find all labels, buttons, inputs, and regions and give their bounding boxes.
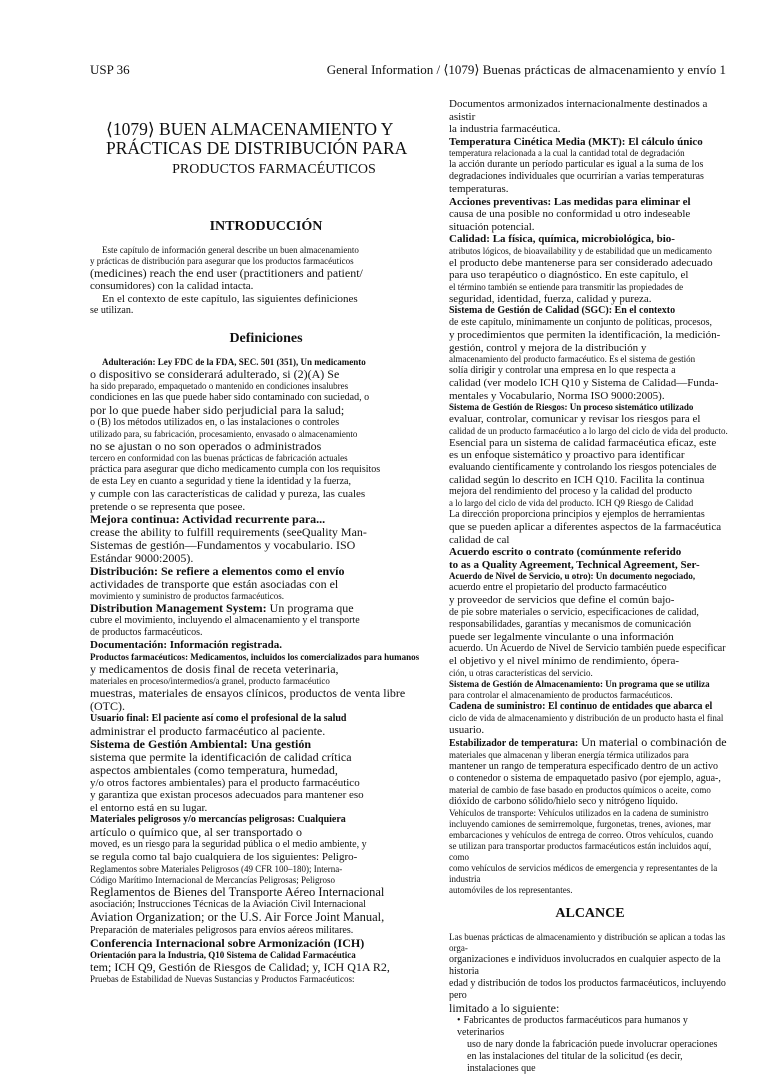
- text-line: Estándar 9000:2005).: [90, 551, 194, 565]
- chapter-title-line-2: PRÁCTICAS DE DISTRIBUCIÓN PARA: [106, 138, 408, 158]
- text-line: materiales en proceso/intermedios/a granel, producto farmacéutico: [90, 675, 330, 686]
- text-line: materiales que almacenan y liberan energía térmica utilizados para: [449, 750, 689, 760]
- text-line: calidad de un producto farmacéutico a lo largo del ciclo de vida del producto.: [449, 425, 728, 436]
- text-line: gestión, control y mejora de la distribución y: [449, 341, 647, 354]
- text-line: temperaturas.: [449, 183, 509, 195]
- text-line: calidad de cal: [449, 533, 510, 546]
- text-line: en las instalaciones del titular de la solicitud (es decir, instalaciones que: [467, 1051, 683, 1074]
- def-sgalm-term: Sistema de Gestión de Almacenamiento: Un programa que se utiliza: [449, 678, 710, 689]
- text-line: la acción durante un período particular es igual a la suma de los: [449, 159, 704, 170]
- text-line: calidad (ver modelo ICH Q10 y Sistema de Calidad—Funda-: [449, 377, 719, 389]
- text-line: evaluar, controlar, comunicar y revisar los riesgos para el: [449, 413, 701, 425]
- text-line: tercero en conformidad con las buenas prácticas de fabricación actuales: [90, 453, 348, 463]
- bullet-item: [449, 1015, 731, 1039]
- def-term: [90, 713, 442, 725]
- text-line: como vehículos de servicios médicos de emergencia y representantes de la industria: [449, 863, 718, 884]
- text-line: embarcaciones y vehículos de entrega de correo. Otros vehículos, cuando: [449, 830, 714, 840]
- text-line: En el contexto de este capítulo, las siguientes definiciones: [102, 292, 358, 305]
- text-line: temperatura relacionada a la cual la cantidad total de degradación: [449, 148, 685, 158]
- text-line: el objetivo y el nivel mínimo de rendimiento, ópera-: [449, 655, 680, 667]
- text-line: por lo que puede haber sido perjudicial para la salud;: [90, 403, 345, 417]
- text-line: mejora del rendimiento del proceso y la calidad del producto: [449, 486, 692, 497]
- def-cadena-term: Cadena de suministro: El continuo de entidades que abarca el: [449, 700, 713, 712]
- def-dms-term: Distribution Management System:: [90, 601, 267, 615]
- text-line: (medicines) reach the end user (practitioners and patient/: [90, 266, 363, 280]
- chapter-title: [106, 120, 442, 179]
- def-mkt-term: Temperatura Cinética Media (MKT): El cálculo único: [449, 135, 703, 148]
- text-line: Las buenas prácticas de almacenamiento y distribución se aplican a todas las orga-: [449, 932, 726, 953]
- text-line: uso de nary donde la fabricación puede involucrar operaciones: [467, 1039, 718, 1050]
- text-line: situación potencial.: [449, 220, 535, 233]
- def-term: [90, 937, 442, 950]
- text-line: mentales y Vocabulario, Norma ISO 9000:2005).: [449, 389, 665, 402]
- text-line: pretende o se representa que posee.: [90, 500, 246, 513]
- text-line: Vehículos de transporte: Vehículos utilizados en la cadena de suministro: [449, 808, 709, 818]
- def-term: [449, 546, 731, 559]
- text-line: acuerdo. Un Acuerdo de Nivel de Servicio también puede especificar: [449, 643, 726, 654]
- text-line: que se pueden aplicar a diferentes aspectos de la farmacéutica: [449, 521, 722, 533]
- def-term: [449, 679, 731, 690]
- def-sga-term: Sistema de Gestión Ambiental: Una gestión: [90, 736, 312, 751]
- text-line: Código Marítimo Internacional de Mercancías Peligrosas; Peligroso: [90, 874, 335, 885]
- def-distribucion-term: Distribución: Se refiere a elementos como el envío: [90, 564, 345, 578]
- def-documentacion-term: Documentación: Información registrada.: [90, 639, 282, 651]
- text-line: para controlar el almacenamiento de productos farmacéuticos.: [449, 689, 673, 700]
- def-mejora-term: Mejora continua: Actividad recurrente para...: [90, 512, 326, 526]
- text-line: y procedimientos que permiten la identificación, la medición-: [449, 329, 721, 341]
- text-span: Un programa que: [266, 601, 354, 615]
- text-line: la industria farmacéutica.: [449, 123, 561, 135]
- text-line: responsabilidades, garantías y mecanismos de comunicación: [449, 618, 692, 630]
- text-line: almacenamiento del producto farmacéutico. Es el sistema de gestión: [449, 354, 696, 364]
- text-line: usuario.: [449, 723, 485, 736]
- def-term: [449, 233, 731, 246]
- text-line: o (B) los métodos utilizados en, o las instalaciones o controles: [90, 417, 340, 428]
- text-line: o contenedor o sistema de empaquetado pasivo (por ejemplo, agua-,: [449, 773, 721, 784]
- def-acuerdo-term-3: Acuerdo de Nivel de Servicio, u otro): Un documento negociado,: [449, 571, 696, 581]
- text-line: de esta Ley en cuanto a seguridad y tiene la identidad y la fuerza,: [90, 476, 351, 487]
- text-line: Reglamentos sobre Materiales Peligrosos (49 CFR 100–180); Interna-: [90, 863, 343, 874]
- def-calidad-term: Calidad: La física, química, microbiológica, bio-: [449, 233, 675, 245]
- text-line: y cumple con las características de calidad y pureza, las cuales: [90, 488, 366, 500]
- chapter-title-line-1: ⟨1079⟩ BUEN ALMACENAMIENTO Y: [106, 119, 394, 139]
- text-line: movimiento y suministro de productos farmacéuticos.: [90, 591, 284, 601]
- def-sgr-term: Sistema de Gestión de Riesgos: Un proceso sistemático utilizado: [449, 402, 694, 412]
- text-line: y prácticas de distribución para asegurar que los productos farmacéuticos: [90, 256, 354, 266]
- chapter-title-line-3: PRODUCTOS FARMACÉUTICOS: [172, 162, 376, 177]
- def-term: [90, 652, 442, 663]
- def-term: [90, 602, 442, 615]
- left-column: [90, 98, 442, 985]
- text-line: seguridad, identidad, fuerza, calidad y pureza.: [449, 292, 652, 305]
- def-acuerdo-term-2: to as a Quality Agreement, Technical Agreement, Ser-: [449, 558, 700, 571]
- text-line: actividades de transporte que están asociadas con el: [90, 577, 339, 591]
- text-line: atributos lógicos, de bioavailability y de estabilidad que un medicamento: [449, 245, 712, 256]
- def-acuerdo-term: Acuerdo escrito o contrato (comúnmente referido: [449, 546, 682, 558]
- text-line: causa de una posible no conformidad u otro indeseable: [449, 208, 691, 220]
- running-header-right: General Information / ⟨1079⟩ Buenas prácticas de almacenamiento y envío 1: [326, 62, 726, 77]
- def-productos-term: Productos farmacéuticos: Medicamentos, incluidos los comercializados para humanos: [90, 651, 420, 662]
- def-term: [90, 738, 442, 751]
- introduccion-heading: INTRODUCCIÓN: [209, 219, 323, 234]
- text-line: Aviation Organization; or the U.S. Air Force Joint Manual,: [90, 910, 385, 924]
- text-line: el producto debe mantenerse para ser considerado adecuado: [449, 256, 713, 269]
- text-line: material de cambio de fase basado en productos químicos o aceite, como: [449, 785, 711, 795]
- text-line: incluyendo camiones de semirremolque, furgonetas, trenes, aviones, mar: [449, 819, 712, 829]
- text-line: Documentos armonizados internacionalmente destinados a asistir: [449, 98, 708, 123]
- text-line: aspectos ambientales (como temperatura, humedad,: [90, 762, 338, 777]
- text-line: ciclo de vida de almacenamiento y distribución de un producto hasta el final: [449, 712, 724, 723]
- def-term: [449, 136, 731, 149]
- text-line: puede ser legalmente vinculante o una información: [449, 630, 674, 643]
- def-sgc-term: Sistema de Gestión de Calidad (SGC): En el contexto: [449, 305, 676, 316]
- def-ich-term: Conferencia Internacional sobre Armonización (ICH): [90, 935, 365, 950]
- right-column: [449, 98, 731, 1075]
- text-line: se regula como tal bajo cualquiera de los siguientes: Peligro-: [90, 851, 358, 863]
- def-term: [449, 559, 731, 572]
- text-line: Pruebas de Estabilidad de Nuevas Sustancias y Productos Farmacéuticos:: [90, 973, 355, 984]
- def-term: [449, 402, 731, 413]
- text-line: cubre el movimiento, incluyendo el almacenamiento y el transporte: [90, 615, 360, 626]
- def-ich-term-2: Orientación para la Industria, Q10 Sistema de Calidad Farmacéutica: [90, 949, 356, 960]
- text-line: y garantiza que existan procesos adecuados para mantener eso: [90, 789, 364, 801]
- text-line: muestras, materiales de ensayos clínicos, productos de venta libre: [90, 685, 406, 700]
- text-line: administrar el producto farmacéutico al paciente.: [90, 723, 326, 738]
- def-acciones-term: Acciones preventivas: Las medidas para eliminar el: [449, 195, 691, 208]
- text-line: calidad según lo descrito en ICH Q10. Facilita la continua: [449, 473, 705, 486]
- def-term: [449, 196, 731, 209]
- text-line: condiciones en las que puede haber sido contaminado con suciedad, o: [90, 392, 370, 403]
- def-term: [449, 571, 731, 582]
- text-line: Esencial para un sistema de calidad farmacéutica eficaz, este: [449, 436, 717, 449]
- text-line: moved, es un riesgo para la seguridad pública o el medio ambiente, y: [90, 839, 367, 850]
- text-line: y proveedor de servicios que define el común bajo-: [449, 594, 675, 606]
- text-line: y medicamentos de dosis final de receta veterinaria,: [90, 661, 339, 676]
- text-line: solía dirigir y controlar una empresa en lo que respecta a: [449, 365, 676, 376]
- text-line: crease the ability to fulfill requirements (seeQuality Man-: [90, 525, 367, 539]
- def-term: [90, 950, 442, 961]
- text-line: de productos farmacéuticos.: [90, 627, 203, 638]
- text-span: Un material o combinación de: [578, 735, 727, 749]
- bullet-text: Fabricantes de productos farmacéuticos para humanos y veterinarios: [457, 1015, 688, 1038]
- text-line: o dispositivo se considerará adulterado, si (2)(A) Se: [90, 367, 340, 381]
- text-line: se utilizan.: [90, 305, 134, 316]
- text-line: Preparación de materiales peligrosos para envíos aéreos militares.: [90, 924, 354, 936]
- def-term: [90, 639, 442, 652]
- bullet-marker: •: [457, 1015, 461, 1026]
- running-header-left: USP 36: [90, 62, 130, 77]
- text-line: mantener un rango de temperatura especificado dentro de un activo: [449, 761, 719, 772]
- text-line: Reglamentos de Bienes del Transporte Aéreo Internacional: [90, 884, 385, 899]
- text-line: limitado a lo siguiente:: [449, 1001, 560, 1015]
- text-line: artículo o químico que, al ser transportado o: [90, 825, 302, 839]
- text-line: el entorno está en su lugar.: [90, 801, 208, 814]
- text-line: consumidores) con la calidad intacta.: [90, 280, 254, 292]
- def-term: [449, 305, 731, 317]
- definiciones-heading: Definiciones: [229, 331, 303, 346]
- text-line: de pie sobre materiales o servicio, especificaciones de calidad,: [449, 606, 699, 618]
- text-line: Sistemas de gestión—Fundamentos y vocabulario. ISO: [90, 538, 356, 552]
- text-line: y/o otros factores ambientales) para el producto farmacéutico: [90, 776, 360, 789]
- text-line: dióxido de carbono sólido/hielo seco y nitrógeno líquido.: [449, 796, 678, 807]
- text-line: Este capítulo de información general describe un buen almacenamiento: [102, 245, 359, 255]
- text-line: es un enfoque sistemático y proactivo para identificar: [449, 449, 685, 461]
- text-line: tem; ICH Q9, Gestión de Riesgos de Calidad; y, ICH Q1A R2,: [90, 959, 390, 974]
- alcance-heading: ALCANCE: [555, 906, 625, 921]
- text-line: (OTC).: [90, 698, 125, 713]
- text-line: el término también se entiende para transmitir las propiedades de: [449, 281, 684, 292]
- text-line: La dirección proporciona principios y ejemplos de herramientas: [449, 509, 705, 520]
- def-term: [449, 736, 731, 750]
- def-materiales-term: Materiales peligrosos y/o mercancías peligrosas: Cualquiera: [90, 814, 346, 825]
- text-line: organizaciones e individuos involucrados en cualquier aspecto de la historia: [449, 954, 721, 977]
- text-line: para uso terapéutico o diagnóstico. En este capítulo, el: [449, 269, 689, 281]
- text-line: sistema que permite la identificación de calidad crítica: [90, 749, 352, 764]
- text-line: evaluando científicamente y controlando los riesgos potenciales de: [449, 461, 717, 473]
- text-line: a lo largo del ciclo de vida del producto. ICH Q9 Riesgo de Calidad: [449, 498, 694, 508]
- def-adulteracion-term: Adulteración: Ley FDC de la FDA, SEC. 501 (351), Un medicamento: [102, 357, 366, 367]
- text-line: práctica para asegurar que dicho medicamento cumpla con los requisitos: [90, 464, 381, 475]
- text-line: ción, u otras características del servicio.: [449, 667, 593, 678]
- text-line: se utilizan para transportar productos farmacéuticos están incluidos aquí, como: [449, 841, 712, 862]
- text-line: ha sido preparado, empaquetado o mantenido en condiciones insalubres: [90, 381, 349, 391]
- text-line: no se ajustan o no son operados o administrados: [90, 439, 322, 453]
- text-line: acuerdo entre el propietario del producto farmacéutico: [449, 582, 667, 593]
- text-line: de este capítulo, mínimamente un conjunto de políticas, procesos,: [449, 317, 712, 328]
- text-line: automóviles de los representantes.: [449, 885, 573, 895]
- text-line: asociación; Instrucciones Técnicas de la Aviación Civil Internacional: [90, 899, 366, 910]
- text-line: edad y distribución de todos los productos farmacéuticos, incluyendo pero: [449, 978, 726, 1001]
- text-line: utilizado para, su fabricación, procesamiento, envasado o almacenamiento: [90, 429, 358, 439]
- def-estabilizador-term: Estabilizador de temperatura:: [449, 738, 579, 749]
- text-line: degradaciones individuales que ocurrirían a varias temperaturas: [449, 171, 704, 182]
- def-term: [449, 701, 731, 713]
- def-usuario-term: Usuario final: El paciente así como el profesional de la salud: [90, 712, 347, 724]
